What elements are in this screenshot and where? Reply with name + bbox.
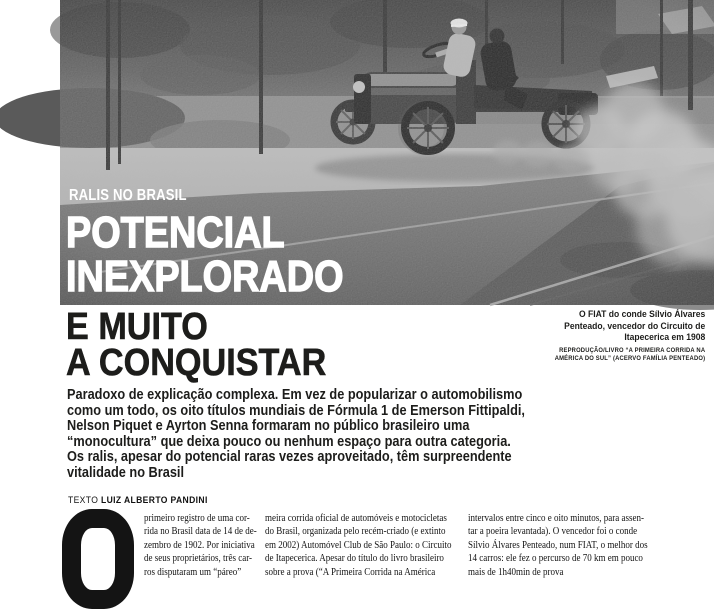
text-line: zembro de 1902. Por iniciativa [144,539,255,551]
text-line: meira corrida oficial de automóveis e motocicletas [265,513,447,524]
text-line: O FIAT do conde Sílvio Álvares [578,309,705,320]
text-line: de seus proprietários, três car- [144,553,253,565]
text-line: rida no Brasil data de 14 de de- [144,526,257,538]
text-line: como um todo, os oito títulos mundiais de Fórmula 1 de Emerson Fittipaldi, [67,402,525,419]
caption-text [538,309,705,344]
headline-line: INEXPLORADO [66,252,344,301]
text-line: AMÉRICA DO SUL” (ACERVO FAMÍLIA PENTEADO) [554,355,705,362]
headline-line: POTENCIAL [66,208,285,257]
column-3 [468,508,706,609]
text-line: em 2002) Automóvel Club de São Paulo: o Circuito [265,539,452,551]
text-line: primeiro registro de uma cor- [144,513,250,524]
byline-name: LUIZ ALBERTO PANDINI [101,495,208,505]
text-line: Os ralis, apesar do potencial raras vezes aproveitado, têm surpreendente [67,449,512,466]
standfirst [67,388,587,482]
text-line: Paradoxo de explicação complexa. Em vez de popularizar o automobilismo [67,387,523,403]
byline [68,495,208,505]
text-line: vitalidade no Brasil [67,464,185,481]
photo-credit [538,347,705,364]
text-line: tar a poeira levantada). O vencedor foi o conde [468,526,638,538]
text-line: Itapecerica em 1908 [624,332,705,343]
headline-on-photo [66,208,344,301]
text-line: “monocultura” que deixa pouco ou nenhum espaço para outra categoria. [67,433,511,450]
text-line: 14 carros: ele fez o percurso de 70 km em pouco [468,553,643,565]
column-1-text [144,508,269,609]
text-line: intervalos entre cinco e oito minutos, para assen- [468,513,644,524]
headline-line: A CONQUISTAR [66,341,327,384]
column-1 [62,508,257,609]
kicker: RALIS NO BRASIL [69,187,187,204]
text-line: Sílvio Álvares Penteado, num FIAT, o melhor dos [468,539,648,551]
headline-below-photo [66,306,327,384]
text-line: REPRODUÇÃO/LIVRO “A PRIMEIRA CORRIDA NA [558,346,705,354]
headline-line: E MUITO [66,306,208,348]
photo-caption [538,309,705,364]
text-line: ros disputaram um “páreo” [144,566,242,578]
drop-cap-letter-o [62,509,134,609]
byline-label: TEXTO [68,495,99,505]
text-line: de Itapecerica. Apesar do título do livro brasileiro [265,553,444,565]
text-line: Penteado, vencedor do Circuito de [563,320,705,332]
article-columns [62,508,706,609]
column-2 [265,508,458,609]
text-line: do Brasil, organizada pelo recém-criado (e extinto [265,526,446,538]
text-line: mais de 1h40min de prova [468,566,564,578]
text-line: Nelson Piquet e Ayrton Senna formaram no público brasileiro uma [67,418,470,435]
text-line: sobre a prova (“A Primeira Corrida na América [265,566,436,578]
